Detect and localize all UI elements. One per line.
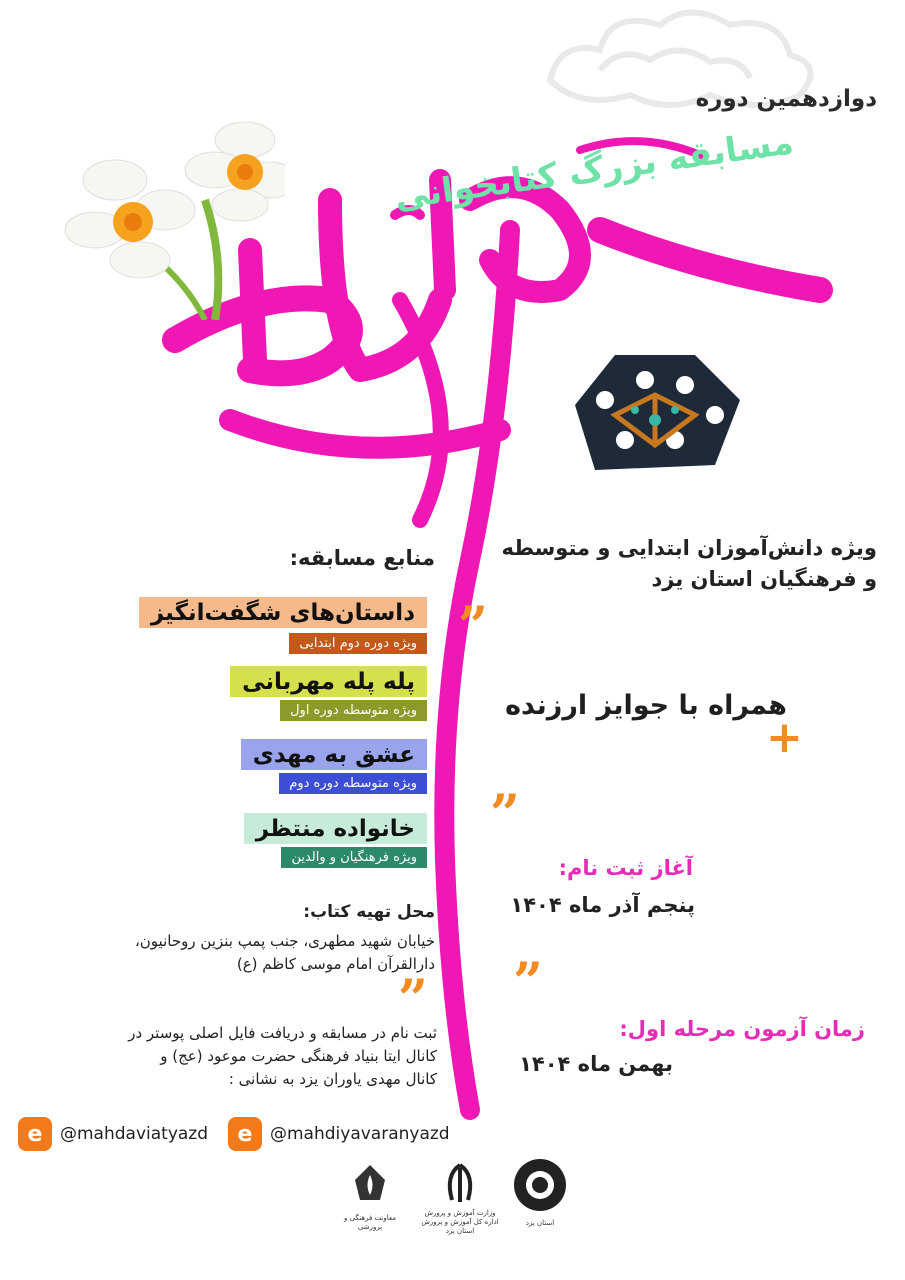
tulip-emblem-icon xyxy=(340,1160,400,1210)
channel-handle-1[interactable] xyxy=(18,1117,208,1151)
book-place-heading: محل تهیه کتاب: xyxy=(303,902,435,922)
registration-info xyxy=(7,1022,437,1091)
prizes-text: همراه با جوایز ارزنده xyxy=(505,690,787,721)
audience-text xyxy=(457,533,877,595)
book-tag: ویژه متوسطه دوره دوم xyxy=(279,773,427,794)
book-name: خانواده منتظر xyxy=(244,813,427,844)
book-place-address xyxy=(5,930,435,976)
foundation-emblem-icon xyxy=(505,1155,575,1215)
book-tag: ویژه دوره دوم ابتدایی xyxy=(289,633,427,654)
logo-mouood-foundation xyxy=(505,1155,575,1228)
book-name: پله پله مهربانی xyxy=(230,666,427,697)
edition-label: دوازدهمین دوره xyxy=(695,86,877,112)
channel-handle-2[interactable] xyxy=(228,1117,450,1151)
plus-icon: + xyxy=(766,712,803,763)
eitaa-icon: e xyxy=(18,1117,52,1151)
logo-education-ministry xyxy=(420,1160,500,1236)
book-tag: ویژه فرهنگیان و والدین xyxy=(281,847,427,868)
sources-heading: منابع مسابقه: xyxy=(289,546,435,570)
quote-mark-icon: ” xyxy=(513,952,543,1013)
registration-heading: آغاز ثبت نام: xyxy=(558,856,693,880)
book-item-4 xyxy=(244,813,427,865)
quote-mark-icon: ” xyxy=(398,969,428,1030)
book-item-3 xyxy=(241,739,427,791)
logo-cultural-deputy xyxy=(340,1160,400,1232)
logo-caption: معاونت فرهنگی و پرورشی xyxy=(343,1214,396,1231)
handle-text: @mahdiyavaranyazd xyxy=(270,1124,450,1144)
address-line-1: خیابان شهید مطهری، جنب پمپ بنزین روحانیون، xyxy=(134,932,435,950)
quote-mark-icon: ” xyxy=(490,784,520,845)
logo-caption: وزارت آموزش و پرورش xyxy=(424,1209,496,1217)
audience-line-2: و فرهنگیان استان یزد xyxy=(651,567,877,591)
info-line-1: ثبت نام در مسابقه و دریافت فایل اصلی پوستر در xyxy=(128,1024,437,1042)
quote-mark-icon: ” xyxy=(458,596,488,657)
logo-subcaption: اداره کل آموزش و پرورش استان یزد xyxy=(421,1218,499,1235)
info-line-2: کانال ایتا بنیاد فرهنگی حضرت موعود (عج) و xyxy=(160,1047,437,1065)
handle-text: @mahdaviatyazd xyxy=(60,1124,209,1144)
book-name: داستان‌های شگفت‌انگیز xyxy=(139,597,427,628)
address-line-2: دارالقرآن امام موسی کاظم (ع) xyxy=(236,955,435,973)
iran-emblem-icon xyxy=(420,1160,500,1205)
registration-date: پنجم آذر ماه ۱۴۰۴ xyxy=(510,893,695,917)
book-item-2 xyxy=(230,666,427,718)
eitaa-icon: e xyxy=(228,1117,262,1151)
book-tag: ویژه متوسطه دوره اول xyxy=(280,700,427,721)
exam-heading: زمان آزمون مرحله اول: xyxy=(619,1017,865,1041)
islamic-tile-ornament xyxy=(555,345,755,480)
narcissus-flowers-image xyxy=(55,110,285,320)
series-title: مسابقه بزرگ کتابخوانی xyxy=(392,122,796,218)
info-line-3: کانال مهدی یاوران یزد به نشانی : xyxy=(228,1070,437,1088)
exam-date: بهمن ماه ۱۴۰۴ xyxy=(519,1052,673,1076)
book-item-1 xyxy=(139,597,427,651)
book-name: عشق به مهدی xyxy=(241,739,427,770)
logo-caption: استان یزد xyxy=(525,1219,555,1227)
audience-line-1: ویژه دانش‌آموزان ابتدایی و متوسطه xyxy=(501,536,877,560)
